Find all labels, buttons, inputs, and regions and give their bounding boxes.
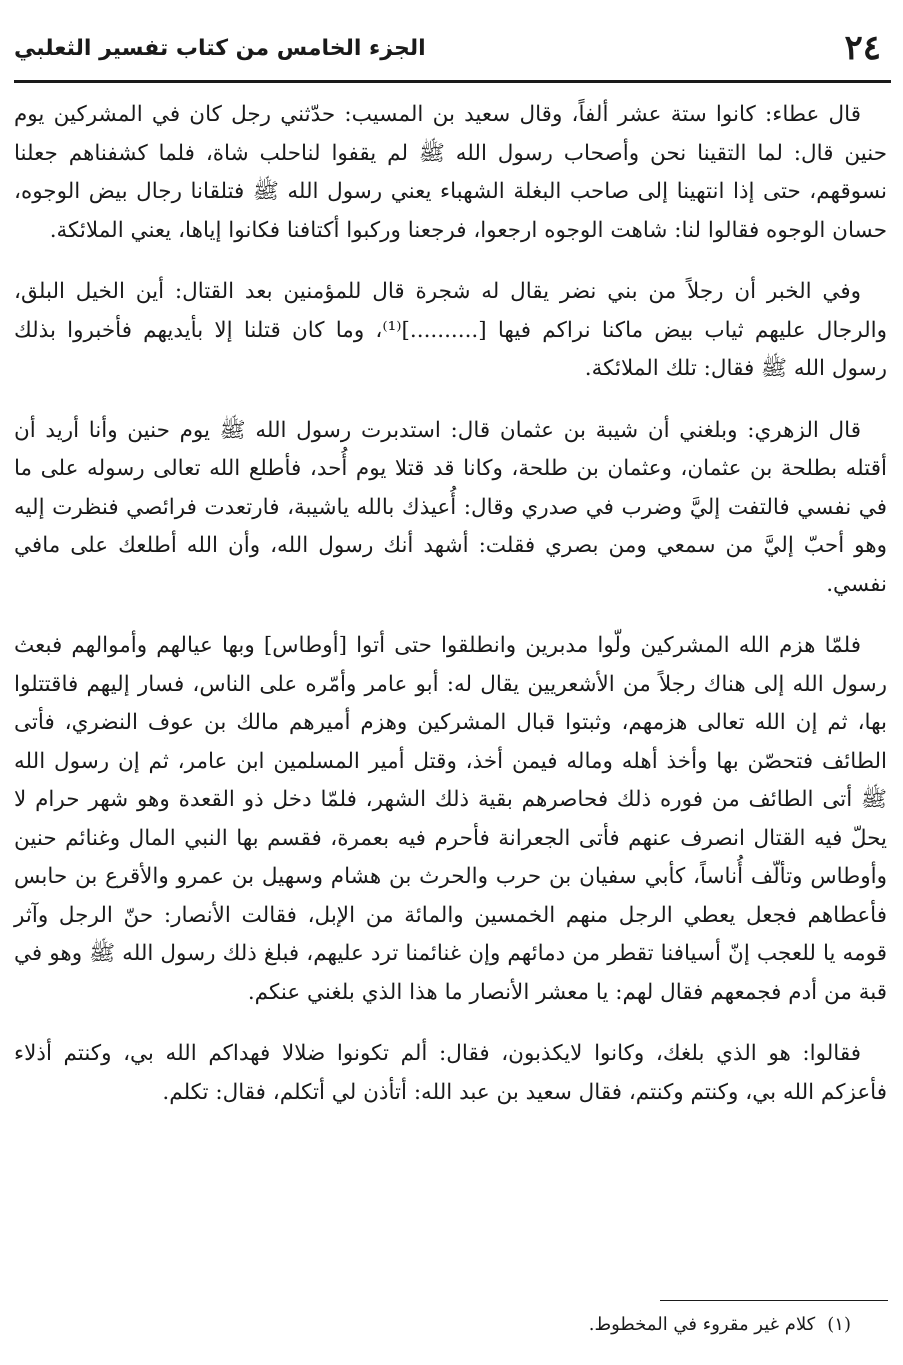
paragraph-1: قال عطاء: كانوا ستة عشر ألفاً، وقال سعيد بن المسيب: حدّثني رجل كان في المشركين يوم حنين قال: لما التقينا نحن وأصحاب رسول الله ﷺ لم يقفوا لناحلب شاة، فلما كشفناهم جعلنا نسوقهم، حتى إذا انتهينا إلى صاحب البغلة الشهباء يعني رسول الله ﷺ فتلقانا رجال بيض الوجوه، حسان الوجوه فقالوا لنا: شاهت الوجوه ارجعوا، فرجعنا وركبوا أكتافنا فكانوا إياها، يعني الملائكة. (14, 102, 887, 243)
footnote-separator (660, 1300, 888, 1301)
footnote-text: كلام غير مقروء في المخطوط. (588, 1314, 816, 1335)
footnote-number: (١) (827, 1314, 851, 1335)
page-number: ٢٤ (844, 28, 881, 68)
paragraph-4: فلمّا هزم الله المشركين ولّوا مدبرين وانطلقوا حتى أتوا [أوطاس] وبها عيالهم وأموالهم فبعث رسول الله إلى هناك رجلاً من الأشعريين يقال له: أبو عامر وأمّره على الناس، فسار إليهم فاقتتلوا بها، ثم إن الله تعالى هزمهم، وثبتوا قبال المشركين وهزم أميرهم مالك بن عوف النضري، فأتى الطائف فتحصّن بها وأخذ أهله وماله فيمن أخذ، وقتل أمير المسلمين ابن عامر، ثم إن رسول الله ﷺ أتى الطائف من فوره ذلك فحاصرهم بقية ذلك الشهر، فلمّا دخل ذو القعدة وهو شهر حرام لا يحلّ فيه القتال انصرف عنهم فأتى الجعرانة فأحرم فيه بعمرة، فقسم بها النبي المال وغنائم حنين وأوطاس وتألّف أُناساً، كأبي سفيان بن حرب والحرث بن هشام وسهيل بن عمرو والأقرع بن حابس فأعطاهم فجعل يعطي الرجل منهم الخمسين والمائة من الإبل، فقالت الأنصار: حنّ الرجل وآثر قومه يا للعجب إنّ أسيافنا تقطر من دمائهم وإن غنائمنا ترد عليهم، فبلغ ذلك رسول الله ﷺ وهو في قبة من أدم فجمعهم فقال لهم: يا معشر الأنصار ما هذا الذي بلغني عنكم. (14, 633, 887, 1005)
footnote (589, 1312, 851, 1338)
paragraph-3: قال الزهري: وبلغني أن شيبة بن عثمان قال: استدبرت رسول الله ﷺ يوم حنين وأنا أريد أن أقتله بطلحة بن عثمان، وعثمان بن طلحة، وكانا قد قتلا يوم أُحد، فأطلع الله تعالى رسوله على ما في نفسي فالتفت إليَّ وضرب في صدري وقال: أُعيذك بالله ياشيبة، فارتعدت فرائصي فنظرت إليه وهو أحبّ إليَّ من سمعي ومن بصري فقلت: أشهد أنك رسول الله، وأن الله أطلعك على مافي نفسي. (14, 417, 887, 597)
paragraph-2: وفي الخبر أن رجلاً من بني نضر يقال له شجرة قال للمؤمنين بعد القتال: أين الخيل البلق، والرجال عليهم ثياب بيض ماكنا نراكم فيها [..........]⁽¹⁾، وما كان قتلنا إلا بأيديهم فأخبروا بذلك رسول الله ﷺ فقال: تلك الملائكة. (14, 279, 887, 381)
paragraph-5: فقالوا: هو الذي بلغك، وكانوا لايكذبون، فقال: ألم تكونوا ضلالا فهداكم الله بي، وكنتم أذلاء فأعزكم الله بي، وكنتم وكنتم، فقال سعيد بن عبد الله: أتأذن لي أتكلم، فقال: تكلم. (14, 1041, 887, 1105)
running-title: الجزء الخامس من كتاب تفسير الثعلبي (14, 36, 426, 61)
main-text (14, 96, 887, 1135)
page-header (14, 22, 891, 83)
